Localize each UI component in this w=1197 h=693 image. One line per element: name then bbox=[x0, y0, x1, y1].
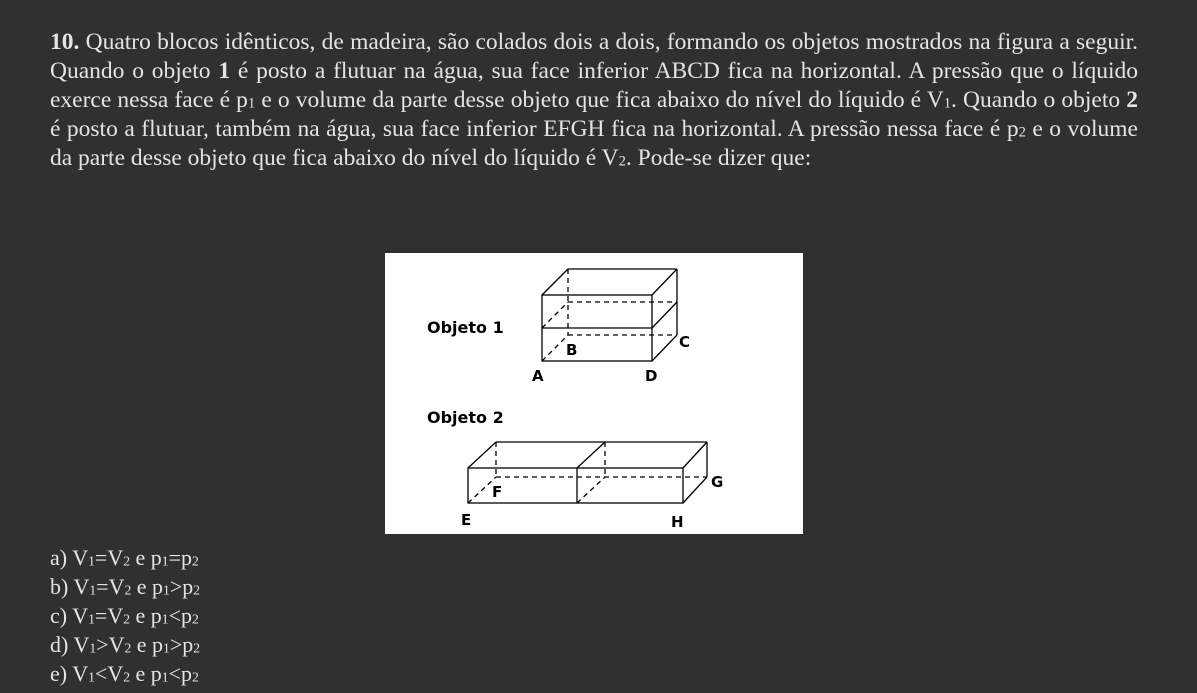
question-sub: 1 bbox=[247, 95, 256, 112]
v2: V bbox=[107, 603, 124, 628]
v2: V bbox=[107, 661, 124, 686]
p2: p bbox=[181, 661, 193, 686]
sub: 2 bbox=[193, 582, 201, 598]
sub: 2 bbox=[123, 669, 131, 685]
p1: p bbox=[152, 632, 164, 657]
relation: > bbox=[169, 574, 183, 599]
conjunction: e bbox=[130, 661, 151, 686]
conjunction: e bbox=[131, 574, 153, 599]
p1: p bbox=[150, 603, 162, 628]
v2: V bbox=[107, 545, 124, 570]
question-part: é posto a flutuar, também na água, sua face inferior EFGH fica na horizontal. A pressão nessa face é p bbox=[50, 116, 1019, 142]
p2: p bbox=[182, 632, 194, 657]
p1: p bbox=[150, 545, 162, 570]
v1: V bbox=[73, 574, 90, 599]
object2-drawing bbox=[468, 442, 707, 503]
question-sub: 2 bbox=[1018, 124, 1026, 141]
question-number: 10. bbox=[50, 29, 80, 55]
option-e[interactable] bbox=[50, 659, 200, 688]
object2-label: Objeto 2 bbox=[427, 408, 504, 427]
relation: = bbox=[96, 574, 109, 599]
question-part: 1 bbox=[218, 58, 231, 84]
sub: 2 bbox=[124, 640, 132, 656]
question-part: . Pode-se dizer que: bbox=[625, 145, 812, 171]
option-d[interactable] bbox=[50, 630, 200, 659]
vertex-label-d: D bbox=[645, 367, 658, 385]
sub: 1 bbox=[89, 582, 97, 598]
sub: 1 bbox=[88, 553, 95, 569]
sub: 2 bbox=[192, 553, 199, 569]
question-text bbox=[50, 28, 1138, 173]
v1: V bbox=[73, 632, 90, 657]
question-sub: 1 bbox=[943, 95, 952, 112]
question-part: 2 bbox=[1126, 87, 1138, 113]
sub: 1 bbox=[89, 640, 97, 656]
option-letter: d) bbox=[50, 632, 69, 657]
question-sub: 2 bbox=[618, 153, 626, 170]
object1-label: Objeto 1 bbox=[427, 318, 504, 337]
option-c[interactable] bbox=[50, 601, 200, 630]
relation: < bbox=[168, 603, 182, 628]
p1: p bbox=[152, 574, 164, 599]
option-b[interactable] bbox=[50, 572, 200, 601]
question-part: Quatro blocos idênticos, de madeira, são colados dois a dois, formando os objetos mostrados na figura a seguir. Quando o objeto bbox=[50, 29, 1138, 84]
answer-options bbox=[50, 543, 200, 688]
v2: V bbox=[108, 574, 125, 599]
p2: p bbox=[181, 545, 193, 570]
blocks-figure bbox=[385, 253, 803, 534]
question-part: . Quando o objeto bbox=[951, 87, 1127, 113]
v2: V bbox=[108, 632, 125, 657]
object1-drawing bbox=[542, 269, 677, 361]
option-letter: e) bbox=[50, 661, 68, 686]
option-a[interactable] bbox=[50, 543, 200, 572]
relation: = bbox=[94, 545, 108, 570]
p2: p bbox=[182, 574, 194, 599]
p1: p bbox=[150, 661, 162, 686]
question-part: é posto a flutuar na água, sua face inferior ABCD fica na horizontal. A pressão que o líquido exerce nessa face é p bbox=[50, 58, 1138, 113]
sub: 1 bbox=[88, 611, 95, 627]
sub: 1 bbox=[161, 669, 169, 685]
question-part: e o volume da parte desse objeto que fica abaixo do nível do líquido é V bbox=[50, 116, 1138, 171]
v1: V bbox=[72, 603, 89, 628]
vertex-label-e: E bbox=[461, 511, 472, 529]
vertex-label-a: A bbox=[532, 367, 544, 385]
relation: = bbox=[94, 603, 108, 628]
vertex-label-f: F bbox=[492, 483, 503, 501]
sub: 1 bbox=[163, 640, 170, 656]
conjunction: e bbox=[130, 603, 151, 628]
sub: 2 bbox=[192, 669, 199, 685]
sub: 1 bbox=[163, 582, 170, 598]
sub: 2 bbox=[123, 611, 131, 627]
relation: > bbox=[96, 632, 109, 657]
sub: 2 bbox=[124, 582, 132, 598]
vertex-label-g: G bbox=[711, 473, 724, 491]
vertex-label-c: C bbox=[679, 333, 691, 351]
relation: > bbox=[169, 632, 183, 657]
sub: 1 bbox=[88, 669, 95, 685]
blocks-diagram bbox=[385, 253, 803, 534]
vertex-label-b: B bbox=[566, 341, 578, 359]
vertex-label-h: H bbox=[671, 513, 684, 531]
sub: 1 bbox=[161, 611, 169, 627]
v1: V bbox=[72, 545, 89, 570]
conjunction: e bbox=[131, 632, 153, 657]
question-part: e o volume da parte desse objeto que fica abaixo do nível do líquido é V bbox=[255, 87, 944, 113]
relation: < bbox=[94, 661, 108, 686]
conjunction: e bbox=[130, 545, 151, 570]
option-letter: a) bbox=[50, 545, 68, 570]
p2: p bbox=[181, 603, 193, 628]
sub: 2 bbox=[123, 553, 131, 569]
relation: = bbox=[168, 545, 182, 570]
option-letter: b) bbox=[50, 574, 69, 599]
v1: V bbox=[72, 661, 89, 686]
sub: 2 bbox=[192, 611, 199, 627]
option-letter: c) bbox=[50, 603, 68, 628]
relation: < bbox=[168, 661, 182, 686]
sub: 1 bbox=[161, 553, 169, 569]
sub: 2 bbox=[193, 640, 201, 656]
